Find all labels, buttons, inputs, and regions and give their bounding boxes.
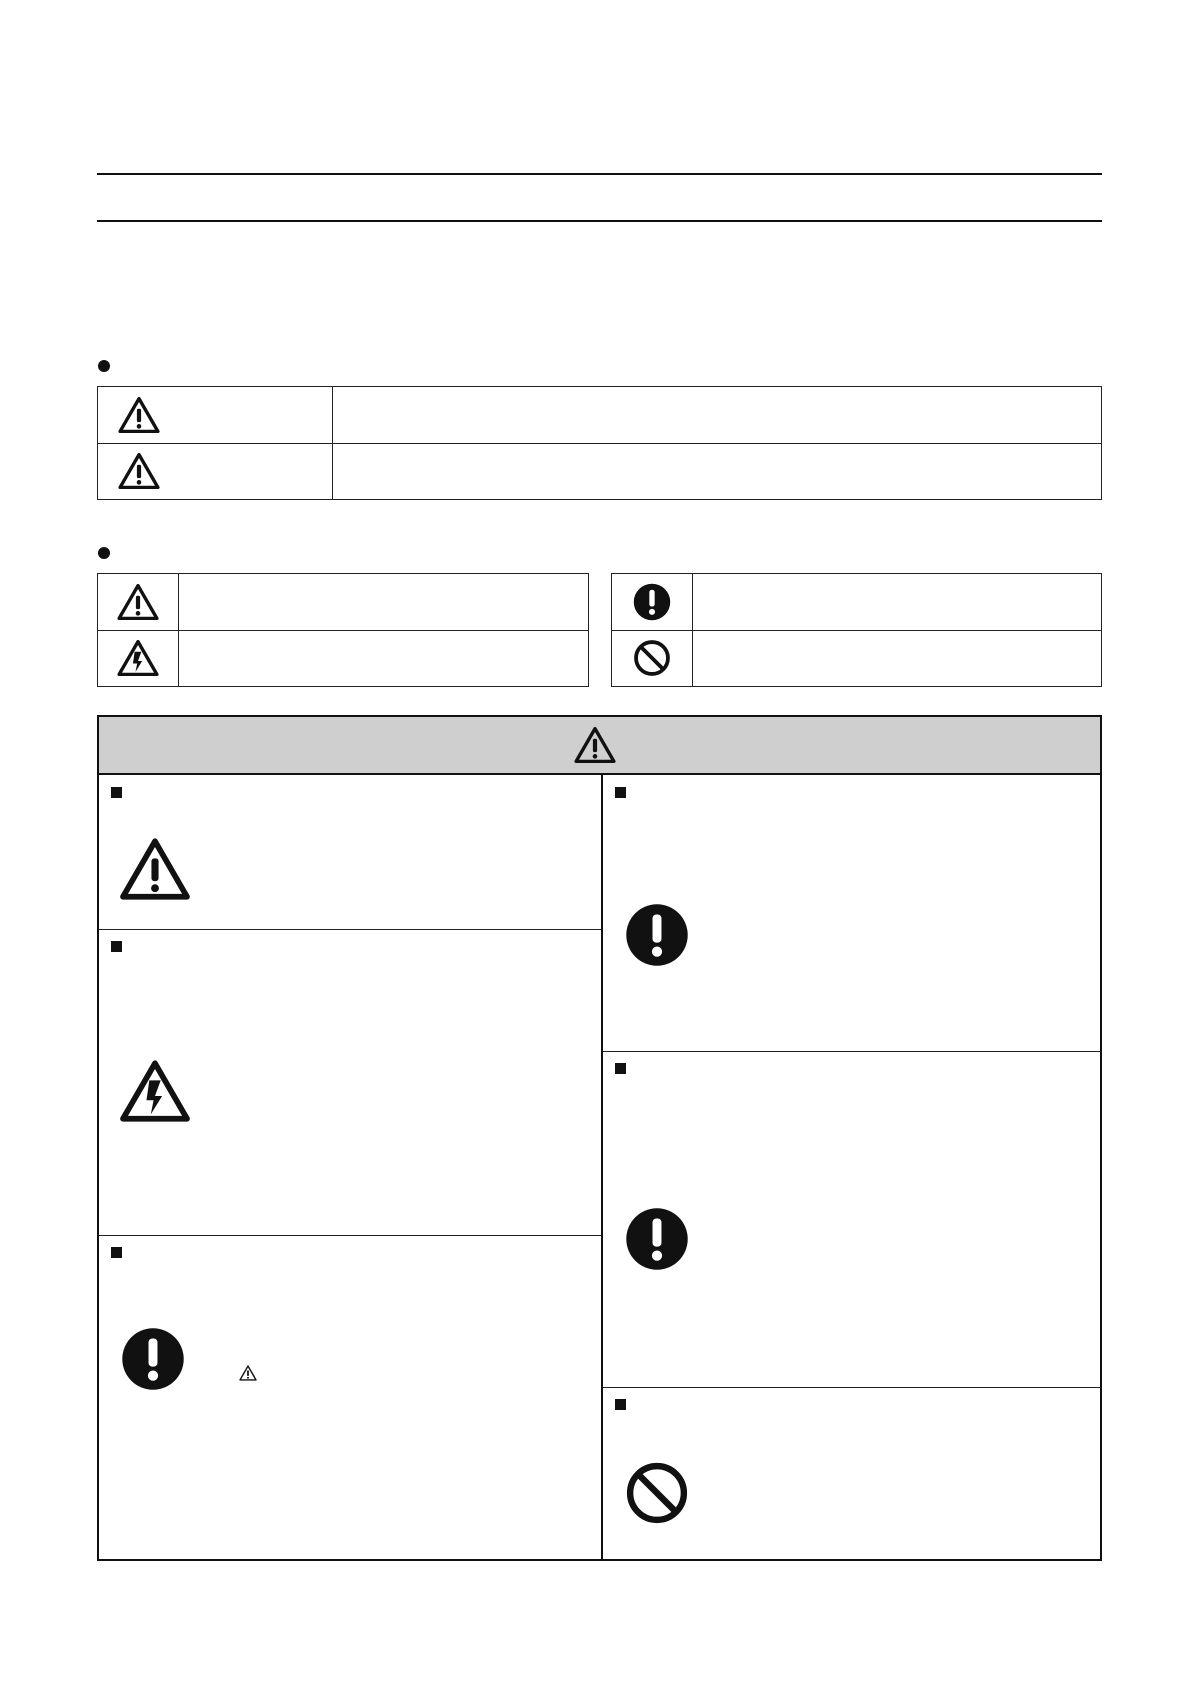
section-bullet xyxy=(98,547,110,559)
symbol-row xyxy=(612,630,1101,686)
symbol-row xyxy=(98,630,588,686)
symbol-row xyxy=(612,574,1101,631)
electric-shock-icon xyxy=(117,639,159,677)
warning-box xyxy=(97,715,1102,1561)
signal-words-table xyxy=(97,386,1102,500)
warning-triangle-icon xyxy=(118,452,160,490)
section-body xyxy=(713,1091,1086,1371)
title-bottom-rule xyxy=(97,220,1102,222)
symbol-cell xyxy=(612,574,693,630)
mandatory-exclamation-icon xyxy=(633,583,671,621)
signal-word-description xyxy=(312,387,1101,443)
signal-word-cell xyxy=(98,387,333,443)
mandatory-exclamation-icon xyxy=(121,1327,185,1391)
section-body xyxy=(209,815,587,915)
warning-section xyxy=(99,929,601,1236)
square-bullet xyxy=(111,941,122,952)
warning-section xyxy=(99,1235,601,1559)
signal-word-cell xyxy=(98,443,333,499)
prohibition-icon xyxy=(633,639,671,677)
signal-word-description xyxy=(312,443,1101,499)
symbol-cell xyxy=(98,574,179,630)
section-bullet xyxy=(98,360,110,372)
warning-section xyxy=(603,1387,1100,1559)
warning-section xyxy=(603,775,1100,1052)
symbol-cell xyxy=(98,630,179,686)
prohibition-icon xyxy=(625,1461,689,1525)
square-bullet xyxy=(111,787,122,798)
warning-triangle-icon xyxy=(117,583,159,621)
square-bullet xyxy=(615,1063,626,1074)
symbol-cell xyxy=(612,630,693,686)
section-body xyxy=(713,815,1086,1035)
section-body xyxy=(209,969,587,1219)
symbol-description xyxy=(178,574,588,630)
page-intro xyxy=(97,258,1102,318)
warning-box-header xyxy=(99,717,1100,775)
symbol-description xyxy=(692,630,1101,686)
section-body xyxy=(713,1427,1086,1547)
symbols-table-right xyxy=(611,573,1102,687)
warning-triangle-icon xyxy=(118,396,160,434)
signal-word-row xyxy=(98,443,1101,499)
square-bullet xyxy=(615,1399,626,1410)
mandatory-exclamation-icon xyxy=(625,903,689,967)
symbol-description xyxy=(178,630,588,686)
signal-word-row xyxy=(98,387,1101,444)
mandatory-exclamation-icon xyxy=(625,1207,689,1271)
warning-triangle-icon xyxy=(119,837,191,901)
warning-section xyxy=(99,775,601,930)
warning-triangle-icon xyxy=(574,726,616,764)
page-title xyxy=(97,184,1102,216)
symbol-description xyxy=(692,574,1101,630)
square-bullet xyxy=(111,1247,122,1258)
symbol-row xyxy=(98,574,588,631)
warning-section xyxy=(603,1051,1100,1388)
section-body xyxy=(209,1275,587,1545)
square-bullet xyxy=(615,787,626,798)
electric-shock-icon xyxy=(119,1059,191,1123)
title-top-rule xyxy=(97,173,1102,175)
symbols-table-left xyxy=(97,573,589,687)
